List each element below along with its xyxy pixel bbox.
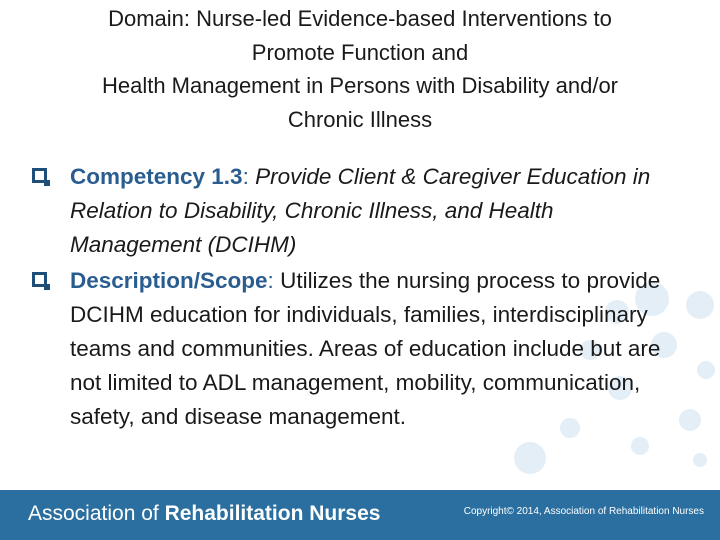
- title-line: Domain: Nurse-led Evidence-based Interventions to: [108, 6, 612, 31]
- org-bold: Rehabilitation Nurses: [164, 502, 381, 525]
- org-prefix: Association of: [28, 502, 165, 525]
- slide-title: [20, 2, 700, 136]
- deco-circle: [693, 453, 707, 467]
- bullet-list: [20, 160, 680, 436]
- deco-circle: [697, 361, 715, 379]
- title-line: Chronic Illness: [287, 106, 433, 132]
- footer-bar: [0, 490, 720, 540]
- bullet-label: Description/Scope: [70, 268, 268, 293]
- deco-circle: [631, 437, 649, 455]
- deco-circle: [679, 409, 701, 431]
- bullet-competency: [20, 160, 680, 262]
- title-line: Health Management in Persons with Disability and/or: [101, 73, 619, 98]
- bullet-separator: :: [267, 268, 274, 293]
- bullet-label: Competency 1.3: [70, 164, 243, 189]
- deco-circle: [514, 442, 546, 474]
- checkbox-bullet-icon: [32, 272, 47, 287]
- deco-circle: [686, 291, 714, 319]
- org-logo-text: [28, 502, 380, 526]
- bullet-text: Provide Client & Caregiver Education in Relation to Disability, Chronic Illness, and Health Management (DCIHM): [70, 164, 651, 257]
- bullet-separator: :: [242, 164, 249, 189]
- copyright-text: Copyright© 2014, Association of Rehabilitation Nurses: [463, 506, 704, 517]
- title-line: Promote Function and: [251, 39, 469, 65]
- bullet-text: Utilizes the nursing process to provide DCIHM education for individuals, families, interdisciplinary teams and communities. Areas of education include but are not limited to ADL management, mobility, communication, safety, and disease management.: [70, 268, 661, 429]
- checkbox-bullet-icon: [32, 168, 47, 183]
- bullet-description: [20, 264, 680, 434]
